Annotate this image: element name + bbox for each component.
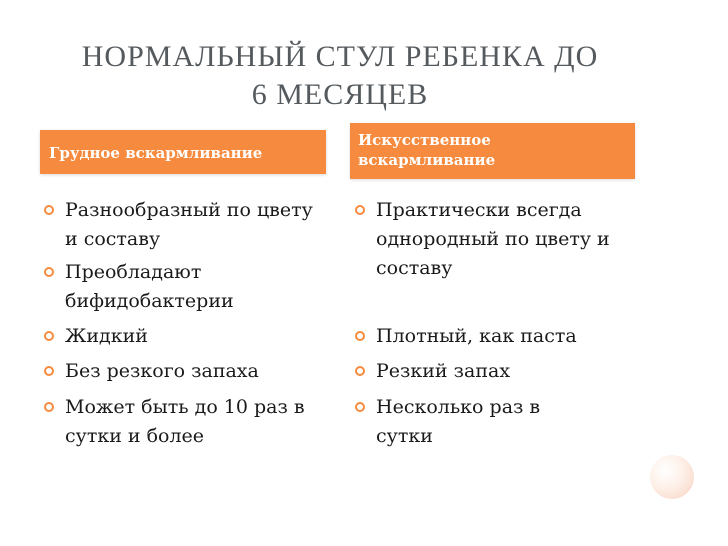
- decorative-ball: [650, 455, 694, 499]
- list-item: [355, 196, 630, 283]
- list-item-text: Преобладают бифидобактерии: [65, 261, 234, 312]
- list-item-text: Несколько раз в сутки: [376, 396, 541, 447]
- ring-bullet-icon: [44, 267, 54, 277]
- list-item-text: Разнообразный по цвету и составу: [65, 199, 313, 250]
- list-item: [44, 258, 324, 316]
- list-item: [355, 322, 645, 351]
- ring-bullet-icon: [355, 205, 365, 215]
- list-item-text: Может быть до 10 раз в сутки и более: [65, 396, 305, 447]
- list-item: [44, 196, 324, 254]
- breastfeeding-header-label: Грудное вскармливание: [49, 144, 263, 162]
- list-item: [44, 393, 324, 451]
- list-item-text: Резкий запах: [376, 360, 511, 382]
- list-item-text: Практически всегда однородный по цвету и составу: [376, 199, 610, 279]
- formula-feeding-header: [350, 123, 635, 179]
- list-item: [355, 393, 585, 451]
- ring-bullet-icon: [355, 402, 365, 412]
- ring-bullet-icon: [44, 402, 54, 412]
- ring-bullet-icon: [355, 331, 365, 341]
- list-item-text: Без резкого запаха: [65, 360, 259, 382]
- list-item: [355, 357, 645, 386]
- list-item: [44, 357, 324, 386]
- formula-feeding-header-label: Искусственное вскармливание: [358, 131, 496, 169]
- list-item-text: Жидкий: [65, 325, 148, 347]
- list-item: [44, 322, 324, 351]
- ring-bullet-icon: [44, 366, 54, 376]
- slide-title: [40, 38, 640, 114]
- slide-title-line-2: 6 МЕСЯЦЕВ: [251, 78, 429, 111]
- ring-bullet-icon: [44, 331, 54, 341]
- list-item-text: Плотный, как паста: [376, 325, 577, 347]
- ring-bullet-icon: [44, 205, 54, 215]
- breastfeeding-header: [40, 130, 326, 174]
- slide-title-line-1: НОРМАЛЬНЫЙ СТУЛ РЕБЕНКА ДО: [81, 40, 599, 73]
- ring-bullet-icon: [355, 366, 365, 376]
